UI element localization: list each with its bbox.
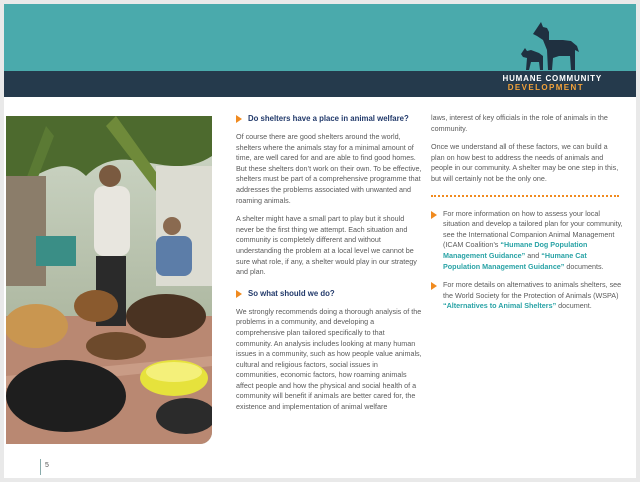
dotted-divider xyxy=(431,195,619,197)
heading-what-to-do xyxy=(236,288,422,299)
middle-column xyxy=(236,113,422,421)
triangle-bullet-icon xyxy=(236,290,242,298)
heading-text: Do shelters have a place in animal welfare? xyxy=(248,114,409,123)
two-dogs-silhouette-icon xyxy=(519,20,581,72)
right-column xyxy=(431,113,623,320)
page-number: 5 xyxy=(45,462,49,469)
bullet-text: For more details on alternatives to animals shelters, see the World Society for the Protection of Animals (WSPA) xyxy=(443,280,622,300)
resource-bullet-wspa xyxy=(431,280,623,312)
bullet-text: documents. xyxy=(564,261,604,271)
heading-text: So what should we do? xyxy=(248,288,335,298)
triangle-bullet-icon xyxy=(431,282,437,290)
bullet-text: and xyxy=(525,250,542,260)
brand-subtitle: DEVELOPMENT xyxy=(507,83,584,92)
link-cat-guidance[interactable]: “Humane Cat Population Management Guidance” xyxy=(443,250,587,271)
paragraph: laws, interest of key officials in the role of animals in the community. xyxy=(431,113,608,133)
resource-bullet-icam xyxy=(431,209,623,273)
paragraph: Once we understand all of these factors, we can build a plan on how best to address the needs of animals and people in our community. A shelter may be one step in this, but will certainly not be the only one. xyxy=(431,142,619,183)
brand-title: HUMANE COMMUNITY xyxy=(502,74,602,83)
triangle-bullet-icon xyxy=(431,211,437,219)
link-dog-guidance[interactable]: “Humane Dog Population Management Guidance” xyxy=(443,240,588,260)
shelter-dogs-photo xyxy=(6,116,212,444)
document-page xyxy=(4,4,636,478)
footer-rule xyxy=(40,459,41,475)
paragraph: Of course there are good shelters around the world, shelters where the animals stay for a minimal amount of time, are well cared for and are able to find good homes. But these shelters don’t work on their own. To be effective, shelters must be part of a comprehensive programme that addresses the problems associated with unwanted and roaming animals. xyxy=(236,132,422,205)
paragraph: We strongly recommends doing a thorough analysis of the problems in a community, and developing a comprehensive plan tailored specifically to that community. An analysis includes looking at many human issues in a community, such as how people value animals, cultural and religious factors, social issues in communities, economic factors, how roaming animals affect people and how the physical and social health of a community will benefit if animals are better cared for, the existence and implementation of animal welfare xyxy=(236,306,422,412)
bullet-text: For more information on how to assess your local situation and develop a tailored plan for your community, see the International Companion Animal Management (ICAM Coalition’s xyxy=(443,208,623,250)
paragraph: A shelter might have a small part to play but it should never be the first thing we attempt. Each situation and community is completely different and without understanding the problem at a local level we cannot be sure what role, if any, a shelter would play in our strategy and plan. xyxy=(236,214,417,277)
link-alternatives[interactable]: “Alternatives to Animal Shelters” xyxy=(443,301,557,311)
triangle-bullet-icon xyxy=(236,115,242,123)
heading-shelters xyxy=(236,113,422,124)
bullet-text: document. xyxy=(556,301,592,311)
